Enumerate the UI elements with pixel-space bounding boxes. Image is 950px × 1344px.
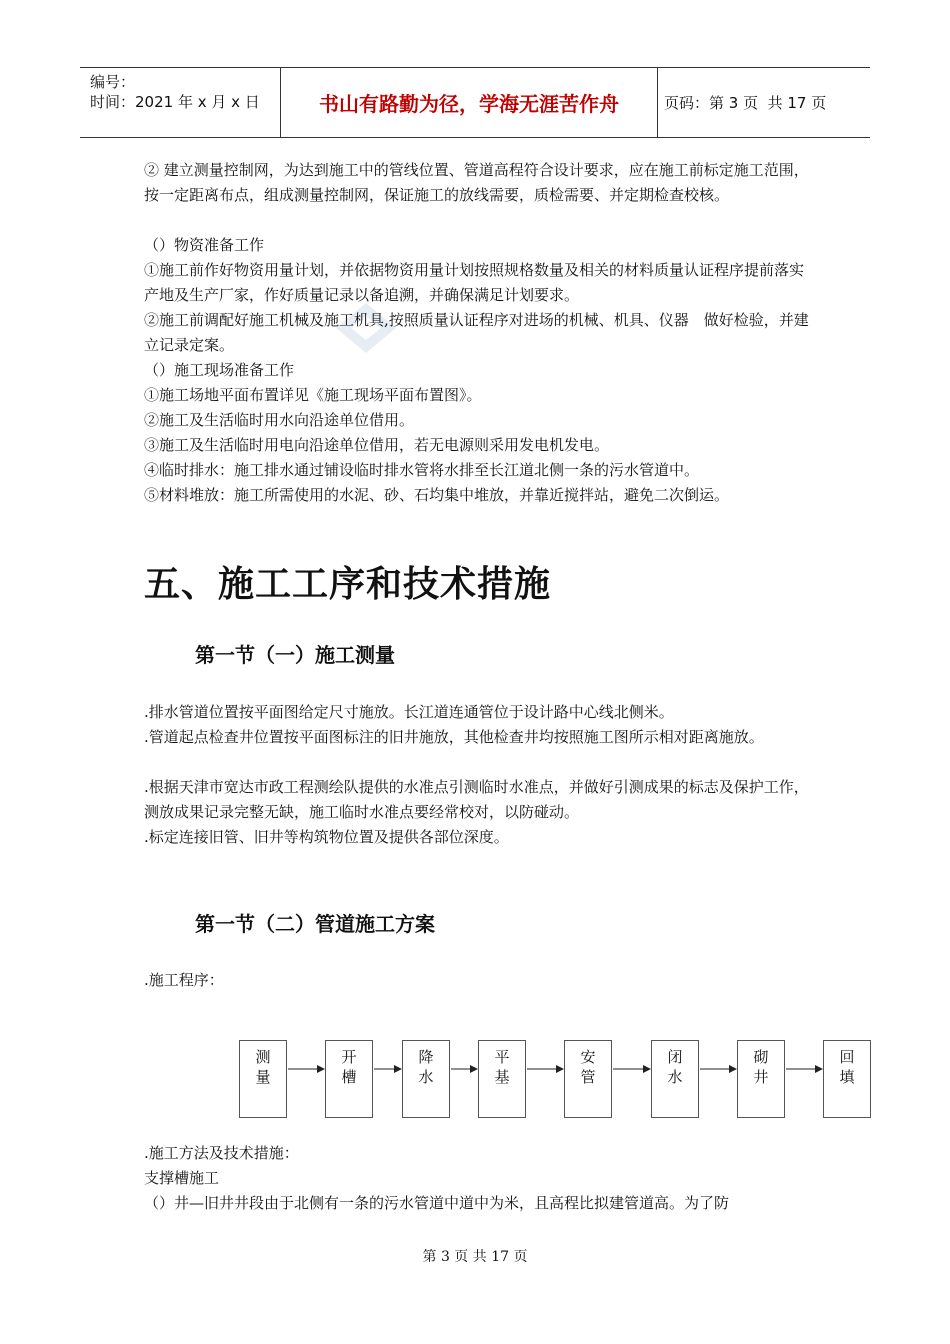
paragraph: ①施工前作好物资用量计划，并依据物资用量计划按照规格数量及相关的材料质量认证程序提前落实产地及生产厂家，作好质量记录以备追溯，并确保满足计划要求。 [144,261,805,304]
list-item: .标定连接旧管、旧井等构筑物位置及提供各部位深度。 [144,828,509,846]
methods-label: .施工方法及技术措施： [144,1144,299,1162]
header-page-info [664,68,870,137]
flow-step-char: 量 [255,1068,271,1086]
flow-step-backfill [823,1040,871,1118]
flow-step-char: 测 [255,1048,271,1066]
support-label: 支撑槽施工 [144,1169,220,1187]
flow-step-trench [325,1040,373,1118]
list-item: .排水管道位置按平面图给定尺寸施放。长江道连通管位于设计路中心线北侧米。 [144,703,674,721]
flow-step-char: 开 [341,1048,357,1066]
paragraph: ①施工场地平面布置详见《施工现场平面布置图》。 [144,386,482,404]
flow-step-char: 平 [494,1048,510,1066]
list-item: .管道起点检查井位置按平面图标注的旧井施放，其他检查井均按照施工图所示相对距离施放。 [144,728,764,746]
flow-step-char: 槽 [341,1068,357,1086]
flow-step-char: 水 [667,1068,683,1086]
header-number-label: 编号： [90,73,136,91]
flow-step-char: 降 [418,1048,434,1066]
flow-step-char: 基 [494,1068,510,1086]
paragraph: （）施工现场准备工作 [144,361,295,379]
flow-step-char: 水 [418,1068,434,1086]
header-meta [80,68,280,137]
flow-step-dewater [402,1040,450,1118]
paragraph: ②施工前调配好施工机械及施工机具,按照质量认证程序对进场的机械、机具、仪器 做好检验，并建立记录定案。 [144,311,809,354]
flow-step-char: 回 [839,1048,855,1066]
flow-step-survey [239,1040,287,1118]
flow-step-base [478,1040,526,1118]
section-title: 第一节（一）施工测量 [195,643,395,667]
header-time-label: 时间：2021 年 x 月 x 日 [90,93,260,111]
flow-step-char: 闭 [667,1048,683,1066]
paragraph: ②施工及生活临时用水向沿途单位借用。 [144,411,415,429]
procedure-label: .施工程序： [144,971,224,989]
flow-step-char: 砌 [753,1048,769,1066]
flow-step-char: 管 [580,1068,596,1086]
flow-step-char: 填 [839,1068,855,1086]
flow-step-char: 安 [580,1048,596,1066]
header-page-info-text: 页码：第 3 页 共 17 页 [664,94,827,112]
paragraph: （）物资准备工作 [144,236,265,254]
section-title: 第一节（二）管道施工方案 [195,912,435,936]
paragraph: ④临时排水：施工排水通过铺设临时排水管将水排至长江道北侧一条的污水管道中。 [144,461,700,479]
flow-step-char: 井 [753,1068,769,1086]
paragraph: （）井—旧井井段由于北侧有一条的污水管道中道中为米，且高程比拟建管道高。为了防 [144,1194,730,1212]
paragraph: ② 建立测量控制网，为达到施工中的管线位置、管道高程符合设计要求，应在施工前标定施工范围，按一定距离布点，组成测量控制网，保证施工的放线需要，质检需要、并定期检查校核。 [144,161,809,204]
flow-step-build-well [737,1040,785,1118]
flow-step-install-pipe [564,1040,612,1118]
flow-step-water-test [651,1040,699,1118]
page-footer: 第 3 页 共 17 页 [422,1249,528,1265]
procedure-flow-diagram [239,1040,872,1118]
paragraph: ⑤材料堆放：施工所需使用的水泥、砂、石均集中堆放，并靠近搅拌站，避免二次倒运。 [144,486,730,504]
list-item: .根据天津市宽达市政工程测绘队提供的水准点引测临时水准点，并做好引测成果的标志及保护工作，测放成果记录完整无缺，施工临时水准点要经常校对，以防碰动。 [144,778,809,821]
header-motto: 书山有路勤为径，学海无涯苦作舟 [280,68,658,137]
chapter-title: 五、施工工序和技术措施 [144,564,552,605]
page-header [80,67,870,138]
paragraph: ③施工及生活临时用电向沿途单位借用，若无电源则采用发电机发电。 [144,436,610,454]
